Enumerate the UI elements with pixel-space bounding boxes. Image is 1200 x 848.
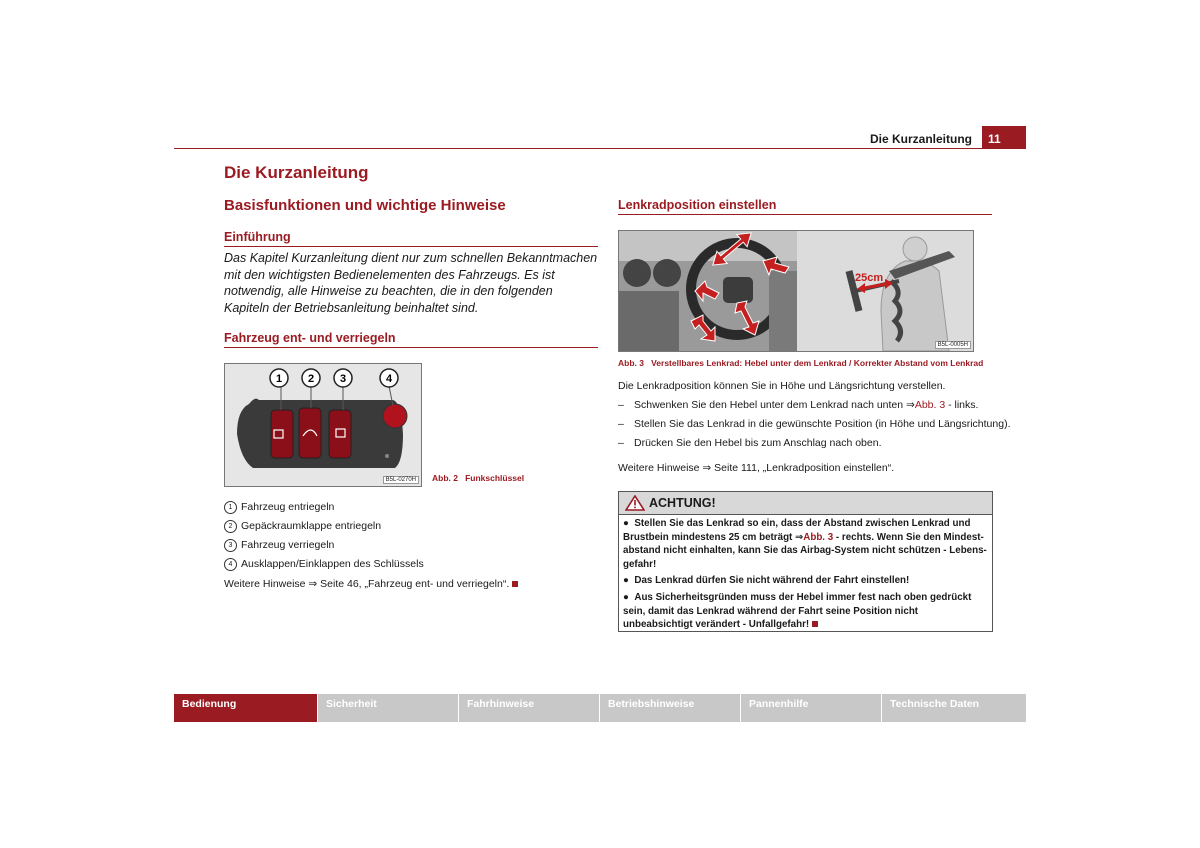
footer-tab-sicherheit[interactable]: Sicherheit [318,694,458,722]
lenkrad-intro: Die Lenkradposition können Sie in Höhe und Längsrichtung verstellen. [618,380,946,392]
steering-caption-label: Abb. 3 [618,358,644,368]
step-text-post: - links. [945,399,979,411]
einfuehrung-heading: Einführung [224,230,291,244]
item-number: 1 [224,501,237,514]
figure-reference-link[interactable]: Abb. 3 [803,531,834,543]
key-figure [224,363,422,487]
footer-tab-betriebshinweise[interactable]: Betriebshinweise [600,694,740,722]
steering-figure-caption [618,358,983,368]
warning-header [619,492,992,515]
item-text: Fahrzeug entriegeln [241,501,335,513]
steering-illustration [619,231,973,351]
item-number: 2 [224,520,237,533]
step-text: Schwenken Sie den Hebel unter dem Lenkrad nach unten [634,399,907,411]
footer-tab-bedienung[interactable]: Bedienung [174,694,317,722]
item-number: 4 [224,558,237,571]
einfuehrung-rule [224,246,598,247]
list-item [224,558,424,571]
warning-text: Stellen Sie das Lenkrad so ein, dass der Abstand zwischen Lenkrad und Brustbein mindestens 25 cm beträgt [623,518,971,543]
end-mark-icon [512,581,518,587]
further-text[interactable]: Seite 46, „Fahrzeug ent- und verriegeln“. [317,578,510,590]
list-item [224,539,334,552]
further-prefix: Weitere Hinweise [224,578,309,590]
key-callout-4: 4 [385,373,393,385]
end-mark-icon [812,621,818,627]
step-dash: – [618,399,624,411]
step-text: Stellen Sie das Lenkrad in die gewünschte Position (in Höhe und Längsrichtung). [634,418,1011,430]
header-rule [174,148,1026,149]
bullet-icon: ● [623,575,629,586]
bullet-icon: ● [623,592,629,603]
step-dash: – [618,437,624,449]
step-item [618,418,1011,430]
step-item [618,399,978,411]
item-text: Fahrzeug verriegeln [241,539,335,551]
warning-item-1 [623,517,989,571]
chapter-title: Die Kurzanleitung [224,163,369,182]
page-number: 11 [982,126,1026,148]
fahrzeug-heading: Fahrzeug ent- und verriegeln [224,331,396,345]
item-text: Gepäckraumklappe entriegeln [241,520,382,532]
warning-text: Aus Sicherheitsgründen muss der Hebel immer fest nach oben gedrückt sein, damit das Lenkrad während der Fahrt seine Position nicht unbeabsichtigt verändert - Unfallgefahr! [623,592,972,630]
steering-figure-code: B5L-0005H [935,341,971,349]
key-figure-caption [432,473,524,483]
key-callout-3: 3 [339,373,347,385]
step-text: Drücken Sie den Hebel bis zum Anschlag nach oben. [634,437,882,449]
distance-label: 25cm [855,272,884,284]
arrow-icon: ⇒ [795,531,804,543]
warning-triangle-icon [625,495,645,511]
warning-box [618,491,993,632]
key-callout-2: 2 [307,373,315,385]
warning-item-2 [623,574,989,588]
running-header: Die Kurzanleitung [869,132,972,146]
arrow-icon: ⇒ [308,578,318,590]
key-caption-label: Abb. 2 [432,473,458,483]
list-item [224,501,334,514]
step-dash: – [618,418,624,430]
steering-caption-text: Verstellbares Lenkrad: Hebel unter dem Lenkrad / Korrekter Abstand vom Lenkrad [651,358,984,368]
fahrzeug-rule [224,347,598,348]
further-text[interactable]: Seite 111, „Lenkradposition einstellen“. [711,462,895,474]
bullet-icon: ● [623,518,629,529]
lenkrad-heading: Lenkradposition einstellen [618,198,777,212]
einfuehrung-text: Das Kapitel Kurzanleitung dient nur zum schnellen Bekanntmachen mit den wichtigsten Bedienelementen des Fahrzeugs. Es ist notwendig, alle Hinweise zu beachten, die in den folgenden Kapiteln der Betriebsanleitung beinhaltet sind. [224,251,598,315]
warning-text: Das Lenkrad dürfen Sie nicht während der Fahrt einstellen! [634,575,910,586]
further-reference [224,578,518,590]
footer-tab-technische-daten[interactable]: Technische Daten [882,694,1026,722]
warning-item-3 [623,591,989,632]
list-item [224,520,381,533]
figure-reference-link[interactable]: Abb. 3 [914,399,946,411]
item-number: 3 [224,539,237,552]
section-title: Basisfunktionen und wichtige Hinweise [224,197,506,214]
footer-tab-pannenhilfe[interactable]: Pannenhilfe [741,694,881,722]
arrow-icon: ⇒ [906,399,915,411]
key-figure-code: B5L-0270H [383,476,419,484]
footer-tab-fahrhinweise[interactable]: Fahrhinweise [459,694,599,722]
step-item [618,437,881,449]
key-caption-text: Funkschlüssel [465,473,525,483]
warning-text-post: - rechts. Wenn Sie den Mindest-abstand nicht einhalten, kann Sie das Airbag-System nicht schützen - Lebens-gefahr! [623,531,987,570]
further-reference [618,462,894,474]
lenkrad-rule [618,214,992,215]
key-illustration [225,364,421,486]
item-text: Ausklappen/Einklappen des Schlüssels [241,558,424,570]
warning-title: ACHTUNG! [649,496,716,510]
further-prefix: Weitere Hinweise [618,462,703,474]
steering-figure [618,230,974,352]
key-callout-1: 1 [275,373,283,385]
arrow-icon: ⇒ [702,462,712,474]
